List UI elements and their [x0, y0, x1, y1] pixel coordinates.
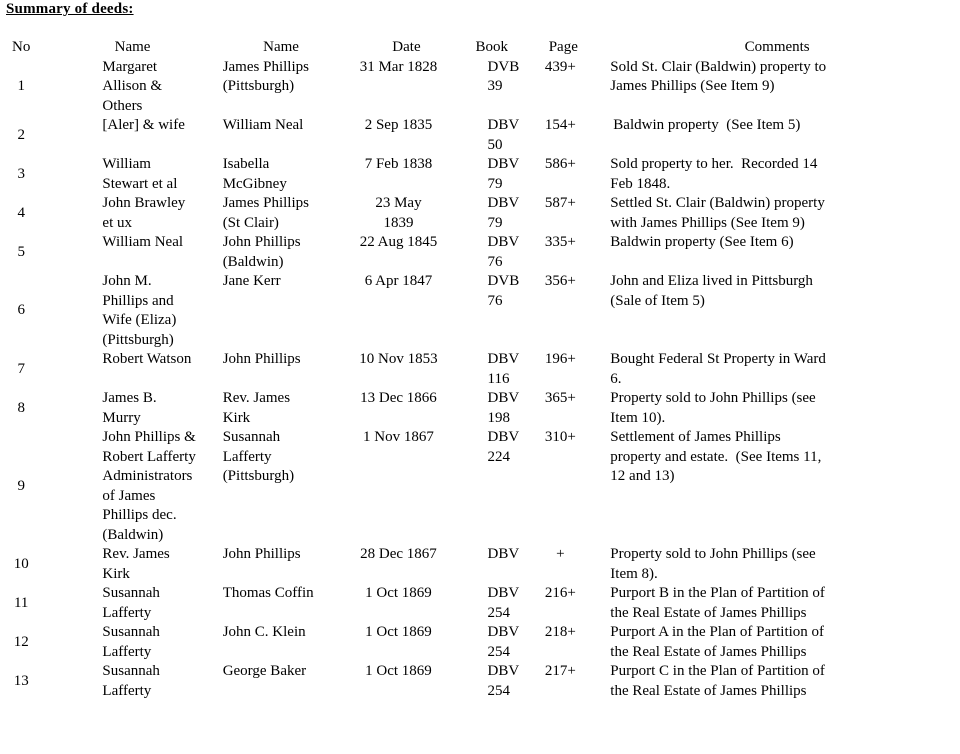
cell-line: Lafferty — [102, 643, 152, 660]
cell-book — [474, 233, 533, 272]
cell-line: Others — [102, 97, 143, 114]
cell-line: [Aler] & wife — [102, 117, 185, 133]
table-row — [0, 116, 960, 155]
cell-line: DVB — [487, 58, 520, 75]
cell-book — [474, 350, 533, 389]
cell-grantee — [223, 389, 340, 428]
cell-no — [0, 58, 42, 117]
cell-line: 6 Apr 1847 — [364, 273, 433, 289]
cell-line: 365+ — [544, 390, 576, 406]
cell-line: (Pittsburgh) — [102, 331, 174, 348]
cell-line: Jane Kerr — [222, 273, 281, 289]
cell-line: John Phillips & — [102, 429, 196, 445]
cell-line: DBV — [487, 234, 520, 250]
cell-grantor — [42, 116, 222, 155]
cell-line: James B. — [102, 390, 157, 406]
cell-date — [339, 194, 473, 233]
cell-line: DBV — [487, 156, 520, 172]
table-row — [0, 194, 960, 233]
table-row — [0, 155, 960, 194]
cell-line: 6 — [17, 302, 25, 319]
cell-line: 254 — [487, 643, 511, 660]
cell-line: Item 8). — [610, 565, 658, 582]
cell-comments — [594, 584, 960, 623]
cell-line: Purport A in the Plan of Partition of — [610, 624, 825, 640]
cell-line: Settled St. Clair (Baldwin) property — [610, 195, 825, 211]
cell-page — [532, 389, 594, 428]
cell-line: DBV — [487, 663, 520, 679]
cell-comments — [594, 662, 960, 701]
table-row — [0, 272, 960, 350]
cell-comments — [594, 389, 960, 428]
table-row — [0, 233, 960, 272]
cell-line: 1839 — [383, 214, 414, 231]
cell-date — [339, 58, 473, 117]
cell-line: George Baker — [222, 663, 307, 679]
cell-line: 39 — [487, 78, 503, 94]
cell-line: DBV — [487, 390, 520, 406]
cell-book — [474, 116, 533, 155]
cell-line: DBV — [487, 624, 520, 640]
cell-line: DBV — [487, 429, 520, 445]
cell-line: 76 — [487, 292, 503, 309]
cell-line: 10 Nov 1853 — [359, 351, 438, 367]
cell-line: Rev. James — [102, 546, 170, 562]
cell-grantor — [42, 389, 222, 428]
cell-line: 23 May — [375, 195, 422, 211]
cell-line: Kirk — [222, 409, 251, 426]
cell-no — [0, 389, 42, 428]
cell-line: James Phillips — [222, 58, 309, 75]
cell-line: Margaret — [102, 58, 158, 75]
cell-line: the Real Estate of James Phillips — [610, 682, 807, 699]
cell-grantee — [223, 58, 340, 117]
cell-book — [474, 389, 533, 428]
cell-grantee — [223, 428, 340, 545]
cell-date — [339, 545, 473, 584]
cell-line: et ux — [102, 214, 132, 231]
cell-line: Thomas Coffin — [222, 585, 314, 601]
cell-grantor — [42, 350, 222, 389]
cell-line: DBV — [487, 351, 520, 367]
cell-no — [0, 350, 42, 389]
cell-line: John Phillips — [222, 351, 301, 367]
cell-line: Stewart et al — [102, 175, 178, 192]
cell-book — [474, 584, 533, 623]
cell-date — [339, 428, 473, 545]
cell-grantor — [42, 194, 222, 233]
cell-book — [474, 623, 533, 662]
table-row — [0, 428, 960, 545]
cell-comments — [594, 233, 960, 272]
cell-line: 310+ — [544, 429, 576, 445]
cell-line: 3 — [17, 165, 25, 182]
table-row — [0, 389, 960, 428]
cell-line: Kirk — [102, 565, 130, 582]
cell-book — [474, 155, 533, 194]
cell-line: 356+ — [544, 273, 576, 289]
cell-line: 1 Oct 1869 — [365, 624, 432, 640]
cell-grantee — [223, 116, 340, 155]
cell-line: 335+ — [544, 234, 576, 250]
cell-comments — [594, 116, 960, 155]
column-header-page: Page — [548, 39, 578, 55]
cell-line: 1 Oct 1869 — [365, 585, 432, 601]
cell-no — [0, 584, 42, 623]
cell-line: John and Eliza lived in Pittsburgh — [610, 273, 813, 289]
table-row — [0, 623, 960, 662]
table-body — [0, 58, 960, 702]
cell-line: 50 — [487, 136, 503, 153]
cell-line: 13 — [13, 672, 29, 689]
column-header-book: Book — [475, 39, 509, 55]
cell-no — [0, 116, 42, 155]
cell-line: John M. — [102, 273, 152, 289]
cell-page — [532, 662, 594, 701]
cell-line: 31 Mar 1828 — [359, 58, 438, 75]
cell-line: Isabella — [222, 156, 270, 172]
cell-grantee — [223, 584, 340, 623]
cell-book — [474, 58, 533, 117]
cell-grantee — [223, 233, 340, 272]
cell-grantee — [223, 350, 340, 389]
cell-date — [339, 233, 473, 272]
cell-grantor — [42, 272, 222, 350]
cell-line: 22 Aug 1845 — [359, 234, 438, 250]
cell-line: the Real Estate of James Phillips — [610, 643, 807, 660]
cell-line: 7 Feb 1838 — [364, 156, 433, 172]
cell-grantor — [42, 545, 222, 584]
cell-line: William Neal — [102, 234, 184, 250]
cell-page — [532, 623, 594, 662]
cell-grantor — [42, 428, 222, 545]
cell-line: Sold St. Clair (Baldwin) property to — [610, 58, 827, 75]
cell-line: (Pittsburgh) — [222, 468, 295, 484]
column-header-name-1: Name — [114, 39, 151, 55]
cell-grantee — [223, 272, 340, 350]
cell-no — [0, 194, 42, 233]
cell-line: 224 — [487, 448, 511, 465]
table-row — [0, 58, 960, 117]
cell-line: 218+ — [544, 624, 576, 640]
cell-book — [474, 428, 533, 545]
cell-grantee — [223, 662, 340, 701]
cell-line: 254 — [487, 604, 511, 621]
cell-line: 79 — [487, 175, 503, 192]
cell-date — [339, 272, 473, 350]
cell-date — [339, 116, 473, 155]
cell-line: Lafferty — [102, 604, 152, 621]
cell-line: Lafferty — [102, 682, 152, 699]
cell-book — [474, 272, 533, 350]
column-header-name-2: Name — [263, 39, 299, 55]
cell-date — [339, 350, 473, 389]
cell-line: 10 — [13, 555, 29, 572]
cell-no — [0, 545, 42, 584]
cell-grantee — [223, 545, 340, 584]
cell-line: property and estate. (See Items 11, — [610, 448, 822, 465]
column-header-no: No — [12, 39, 31, 55]
cell-line: James Phillips — [222, 195, 309, 211]
table-header-row — [0, 38, 960, 58]
deeds-table — [0, 38, 960, 701]
cell-line: 1 Oct 1869 — [365, 663, 432, 679]
cell-page — [532, 428, 594, 545]
cell-line: 8 — [17, 399, 25, 416]
cell-line: Settlement of James Phillips — [610, 429, 781, 445]
cell-comments — [594, 194, 960, 233]
cell-book — [474, 545, 533, 584]
cell-line: Murry — [102, 409, 141, 426]
cell-line: 116 — [487, 370, 510, 387]
cell-line: 5 — [17, 243, 25, 260]
cell-book — [474, 662, 533, 701]
cell-line: William — [102, 156, 151, 172]
cell-line: 216+ — [544, 585, 576, 601]
cell-line: 154+ — [544, 117, 576, 133]
cell-no — [0, 272, 42, 350]
cell-line: 7 — [17, 360, 25, 377]
cell-no — [0, 623, 42, 662]
cell-line: 217+ — [544, 663, 576, 679]
cell-line: (Sale of Item 5) — [610, 292, 705, 309]
cell-line: Lafferty — [222, 448, 272, 465]
cell-comments — [594, 623, 960, 662]
cell-line: 4 — [17, 204, 25, 221]
cell-line: Property sold to John Phillips (see — [610, 546, 816, 562]
cell-line: 1 — [17, 78, 25, 94]
cell-comments — [594, 545, 960, 584]
cell-date — [339, 662, 473, 701]
cell-no — [0, 233, 42, 272]
cell-line: Allison & — [102, 78, 162, 94]
column-header-date: Date — [392, 39, 421, 55]
cell-no — [0, 155, 42, 194]
cell-line: Administrators — [102, 468, 193, 484]
cell-grantor — [42, 623, 222, 662]
cell-line: Susannah — [102, 663, 160, 679]
cell-line: (St Clair) — [222, 214, 279, 231]
cell-line: DBV — [487, 117, 520, 133]
cell-comments — [594, 350, 960, 389]
cell-line: DBV — [487, 585, 520, 601]
cell-line: (Baldwin) — [102, 526, 164, 543]
cell-line: Robert Watson — [102, 351, 192, 367]
cell-line: + — [556, 546, 565, 562]
cell-date — [339, 623, 473, 662]
cell-page — [532, 116, 594, 155]
cell-line: DVB — [487, 273, 520, 289]
cell-line: John Phillips — [222, 234, 301, 250]
cell-grantor — [42, 58, 222, 117]
cell-grantee — [223, 155, 340, 194]
cell-line: of James — [102, 487, 156, 504]
cell-line: Baldwin property (See Item 5) — [613, 117, 801, 133]
cell-line: Bought Federal St Property in Ward — [610, 351, 826, 367]
cell-line: 2 Sep 1835 — [364, 117, 433, 133]
cell-line: 586+ — [544, 156, 576, 172]
cell-grantee — [223, 623, 340, 662]
cell-line: Susannah — [102, 585, 160, 601]
cell-grantor — [42, 233, 222, 272]
cell-page — [532, 155, 594, 194]
cell-line: 6. — [610, 370, 622, 387]
cell-line: 196+ — [544, 351, 576, 367]
cell-line: 2 — [17, 126, 25, 143]
cell-page — [532, 272, 594, 350]
cell-line: Baldwin property (See Item 6) — [610, 234, 794, 250]
cell-line: 439+ — [544, 58, 576, 75]
cell-grantor — [42, 662, 222, 701]
cell-page — [532, 58, 594, 117]
cell-line: Susannah — [102, 624, 160, 640]
cell-line: 587+ — [544, 195, 576, 211]
cell-line: John Brawley — [102, 195, 186, 211]
cell-line: John C. Klein — [222, 624, 306, 640]
cell-line: 28 Dec 1867 — [360, 546, 437, 562]
cell-date — [339, 155, 473, 194]
cell-grantee — [223, 194, 340, 233]
cell-line: with James Phillips (See Item 9) — [610, 214, 805, 231]
cell-line: Feb 1848. — [610, 175, 671, 192]
cell-line: DBV — [487, 546, 520, 562]
cell-no — [0, 428, 42, 545]
cell-grantor — [42, 584, 222, 623]
cell-no — [0, 662, 42, 701]
cell-line: Item 10). — [610, 409, 666, 426]
table-row — [0, 350, 960, 389]
cell-line: 11 — [13, 594, 29, 611]
cell-line: John Phillips — [222, 546, 301, 562]
table-row — [0, 584, 960, 623]
cell-line: 254 — [487, 682, 511, 699]
cell-line: McGibney — [222, 175, 287, 192]
cell-line: 12 and 13) — [610, 468, 675, 484]
cell-page — [532, 233, 594, 272]
cell-line: 1 Nov 1867 — [363, 429, 434, 445]
cell-line: Susannah — [222, 429, 281, 445]
cell-line: Phillips dec. — [102, 507, 177, 523]
cell-line: 79 — [487, 214, 503, 231]
cell-date — [339, 584, 473, 623]
cell-line: Sold property to her. Recorded 14 — [610, 156, 818, 172]
cell-line: 76 — [487, 253, 503, 270]
cell-comments — [594, 58, 960, 117]
cell-comments — [594, 428, 960, 545]
cell-line: Rev. James — [222, 390, 291, 406]
cell-book — [474, 194, 533, 233]
table-row — [0, 545, 960, 584]
cell-line: 12 — [13, 633, 29, 650]
cell-line: Property sold to John Phillips (see — [610, 390, 816, 406]
cell-line: Phillips and — [102, 292, 174, 309]
cell-line: 9 — [17, 477, 25, 494]
cell-line: (Pittsburgh) — [222, 78, 295, 94]
cell-line: DBV — [487, 195, 520, 211]
cell-line: Purport C in the Plan of Partition of — [610, 663, 825, 679]
cell-line: William Neal — [222, 117, 304, 133]
column-header-comments: Comments — [744, 39, 810, 55]
cell-page — [532, 584, 594, 623]
table-row — [0, 662, 960, 701]
cell-comments — [594, 272, 960, 350]
cell-line: Robert Lafferty — [102, 448, 196, 465]
cell-line: James Phillips (See Item 9) — [610, 78, 775, 94]
cell-line: Purport B in the Plan of Partition of — [610, 585, 825, 601]
cell-grantor — [42, 155, 222, 194]
cell-comments — [594, 155, 960, 194]
cell-page — [532, 350, 594, 389]
cell-line: (Baldwin) — [222, 253, 284, 270]
cell-page — [532, 545, 594, 584]
cell-page — [532, 194, 594, 233]
cell-line: 198 — [487, 409, 511, 426]
cell-line: Wife (Eliza) — [102, 312, 177, 328]
cell-line: the Real Estate of James Phillips — [610, 604, 807, 621]
cell-date — [339, 389, 473, 428]
cell-line: 13 Dec 1866 — [360, 390, 437, 406]
page-title: Summary of deeds: — [6, 1, 134, 17]
